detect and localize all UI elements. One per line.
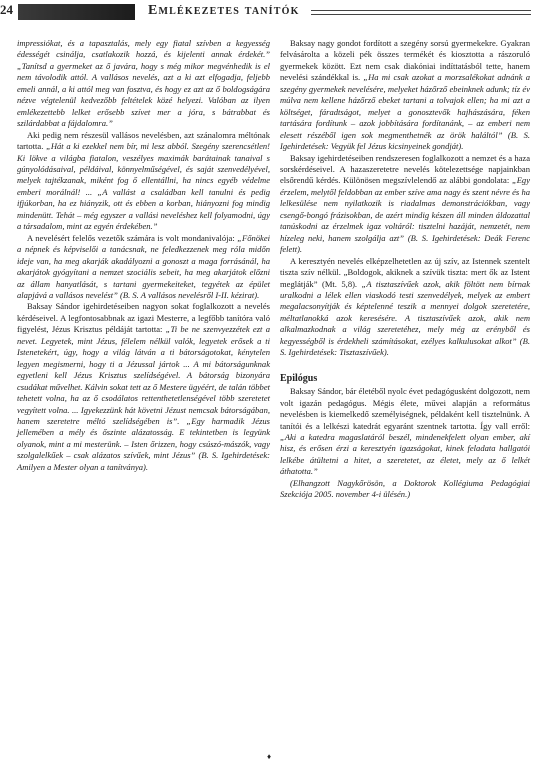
paragraph: Baksay Sándor igehirdetéseiben nagyon sokat foglalkozott a nevelés kérdéseivel. A legfontosabbnak az igazi Mesterre, a legfőbb tanítóra való figyelést, Jézus Krisztus példáját tartotta: „Ti be ne szenvyezzétek ezt a nevet. Legyetek, mint Jézus, félelem nélkül valók, legyetek erősek a ti Istenetekért, úgy, hogy a világ látván a ti bátorságotokat, kénytelen legyen megismerni, hogy ti a Jézussal jártok ... A mi bátorságunknak egyetleni kell Jézus Krisztus szelídségével. A bátorság bizonyára csudákat művelhet. Kálvin sokat tett az ő Mestere ügyéért, de talán többet tehetett volna, ha az ő csodálatos rettenthetetlenségével több szeretetet vegyített volna. ... Igyekezzünk hát követni Jézust nemcsak bátorságában, hanem szeretetre méltó szelídségében is”. „Egy harmadik Jézus jellemében a mély és őszinte alázatosság. E tekintetben is legyünk olyanok, mint a mi mesterünk. – Isten őrizzen, hogy csúszó-mászók, vagy szolgalelkűek – csak alázatos szívűek, mint Jézus” (B. S. Igehirdetések: Amilyen a Mester olyan a tanítványa). [17,301,270,472]
right-column [280,38,530,501]
paragraph: Baksay igehirdetéseiben rendszeresen foglalkozott a nemzet és a haza sorskérdéseivel. A hazaszeretetre nevelés kötelezettsége napjainkban elsőrendű kérdés. Különösen megszívlelendő az alábbi gondolata: „Egy érzelem, melytől feldobban az ember szíve ama nagy és szent névre és ha lelkesülése nem nyilatkozik is riadalmas demonstrációkban, vagy csengő-bongó frázisokban, de azért mindig készen áll minden áldozattal tanúskodni az érzelmek igaz voltáról: tisztelni hazáját, nemzetét, nem hízeleg neki, hanem szolgálja azt” (B. S. Igehirdetések: Deák Ferenc felett). [280,152,530,255]
epilogue-signoff: (Elhangzott Nagykőrösön, a Doktorok Kollégiuma Pedagógiai Szekciója 2005. november 4-i ülésén.) [280,477,530,500]
paragraph: impressiókat, és a tapasztalás, mely egy fiatal szívben a kegyesség édességét csinálja, csatlakozik hozzá, és kijelenti annak érdekét.” „Tanítsd a gyermeket az ő javára, hogy s még mikor megvénhedik is el nem távolodik attól. A vallásos nevelés, azt a ki azt elfogadja, feljebb emeli annál, a ki attól meg van fosztva, és hogy ez azt az ő boldogságára nézve végtelenül kedvezőbb feltételek közé helyezi. Valóban az ilyen emlékezettebb lelket erősebb szívet mer a jóra, s bátrabbat és szilárdabbat a fájdalomra.” [17,38,270,129]
running-title: Emlékezetes tanítók [148,3,300,18]
epilogue-heading: Epilógus [280,372,318,384]
paragraph: Baksay nagy gondot fordított a szegény sorsú gyermekekre. Gyakran felvásárolta a közeli pék összes termékét és kiosztotta a rászoruló gyermekek között. Ezt nem csak diakóniai indíttatásból tette, hanem nevelési szándékkal is. „Ha mi csak azokat a morzsalékokat adnánk a szegény gyermekek nevelésére, melyeket házőrző ebeinknek adunk; tíz év múlva nem kellene házőrző ebeket tartani a tolvajok ellen; ha mi azt a költséget, fáradtságot, melyet a gonosztevők hajhászására, féken tartására fordítunk – azok jobbítására fordítanánk, – az emberi nem elesett részéből igen sok megmenthetnék az örök haláltól” (B. S. Igehirdetések: Vegyük fel Jézus kicsinyeinek gondját). [280,38,530,152]
epilogue-paragraph: Baksay Sándor, bár életéből nyolc évet pedagógusként dolgozott, nem volt igazán pedagógus. Mégis élete, művei alapján a református nevelésben is kiemelkedő személyiségnek, példaként kell tisztelnünk. A tanítói és a lelkészi katedrát egyaránt szentnek tartotta. Így vall erről: „Aki a katedra magaslatáról beszél, mindenekfelett olyan ember, akí hisz, és erősen érzi a keresztyén igazságokat, kinek feladata hallgatói lelkébe átültetni a hitet, a szeretetet, az életet, mely az ő lelkét áthatotta.” [280,386,530,477]
paragraph: Aki pedig nem részesül vallásos nevelésben, azt szánalomra méltónak tartotta. „Hát a ki ezekkel nem bír, mi lesz abból. Szegény szerencsétlen! Ki lökve a világba fiatalon, veszélyes maximák barátainak tanaival s gúnyolódásaival, példáival, könnyelműségével, és saját szenvedélyével, melyek tajtékzanak, miként fog ő ellentállni, ha nincs egyéb védelme emberi morálnál! ... „A vallást a családban kell tanulni és pedig ifjúkorban, ha ez hiányzik, ott és ebben a korban, hiányozni fog mindig mindenütt. Tehát – még egyszer a vallási neveléshez kell folyamodni, úgy a társadalom, mint az egyén érdekében.” [17,129,270,232]
page-number: 24 [0,2,13,17]
page-header [0,0,535,26]
paragraph: A keresztyén nevelés elképzelhetetlen az új szív, az Istennek szentelt tiszta szív nélkül. „Boldogok, akiknek a szívük tiszta: mert ők az Istent meglátják” (Mt. 5,8). „A tisztaszívűek azok, akik föltött nem bírnak uralkodni a lélek ellen viaskodó testi szenvedélyek, melyek az embert megalacsonyítják és képtelenné teszik a mennyei dolgok szeretetére, méltatlanokká azok keresésére. A tisztaszívűek azok, akik nem alkalmazkodnak a világ szeretetéhez, mely még az erényből és kegyességből is érdekheli számításokat, ezélyes kalkulusokat alkot” (B. S. Igehirdetések: Tisztaszívűek). [280,255,530,358]
paragraph: A nevelésért felelős vezetők számára is volt mondanivalója: „Főnökei a népnek és képviselői a tanácsnak, ne feledkezzenek meg róla midőn ideje van, ha meg akarják akadályozni a gonoszt a maga forrásánál, ha akarjátok gyógyítani a nemzet szociális sebeit, ha meg akarjátok előzni az állam hanyatlását, s tartani gyermekeiteket, tegyétek az épület alapjává a vallásos nevelést” (B. S. A vallásos nevelésről I-II. kézirat). [17,232,270,300]
left-column [17,38,270,473]
separator-ornament: ♦ [267,752,272,761]
header-decorative-bar [18,4,135,20]
header-rule [311,10,531,15]
